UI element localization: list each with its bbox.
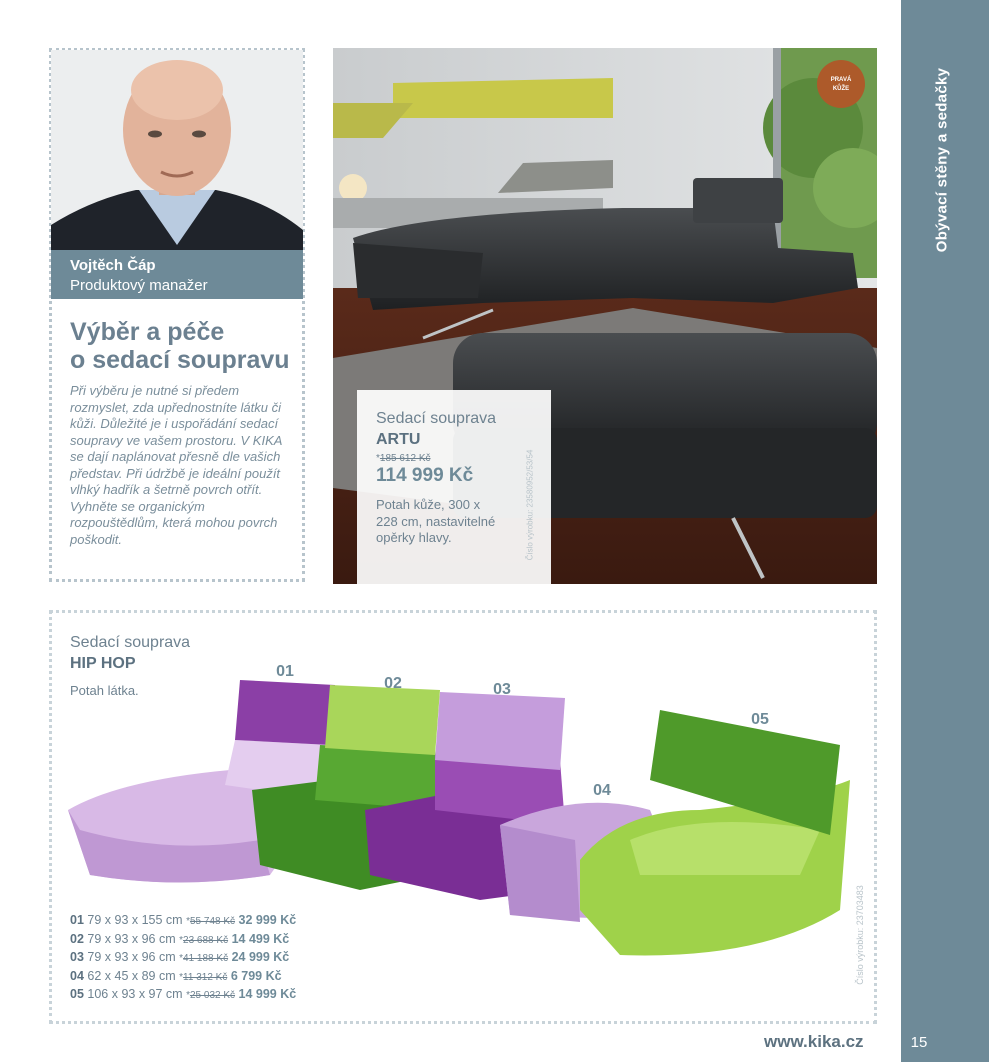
hiphop-name: HIP HOP	[70, 655, 136, 672]
artu-product-code: Číslo výrobku: 23580952/53/54	[525, 449, 535, 561]
tip-title-line-1: Výběr a péče	[70, 318, 225, 346]
page-number: 15	[910, 1034, 928, 1051]
hiphop-label: Sedací souprava	[70, 634, 191, 651]
module-05	[580, 710, 850, 955]
price-row-02: 02 79 x 93 x 96 cm *23 688 Kč 14 499 Kč	[70, 931, 290, 946]
module-label-01: 01	[276, 663, 294, 680]
hiphop-price-list	[70, 912, 296, 1005]
artu-description: Potah kůže, 300 x 228 cm, nastavitelné opěrky hlavy.	[376, 497, 496, 545]
expert-portrait	[51, 50, 303, 250]
artu-old-price: *185 612 Kč	[376, 453, 431, 464]
price-row-04: 04 62 x 45 x 89 cm *11 312 Kč 6 799 Kč	[70, 968, 282, 983]
module-label-02: 02	[384, 675, 402, 692]
expert-role: Produktový manažer	[70, 277, 208, 294]
section-title: Obývací stěny a sedačky	[933, 67, 951, 253]
expert-name: Vojtěch Čáp	[70, 257, 156, 274]
tip-title	[70, 318, 300, 374]
module-label-05: 05	[751, 711, 769, 728]
artu-name: ARTU	[376, 431, 421, 448]
hiphop-product-code: Číslo výrobku: 23703483	[855, 885, 865, 985]
module-label-03: 03	[493, 681, 511, 698]
badge-text-2: KŮŽE	[832, 86, 850, 92]
artu-label: Sedací souprava	[376, 410, 497, 427]
price-row-01: 01 79 x 93 x 155 cm *55 748 Kč 32 999 Kč	[70, 913, 297, 927]
tip-text: Při výběru je nutné si předem rozmyslet, zda upřednostníte látku či kůži. Důležité je i uspořádání sedací soupravy ve vašem prostoru. V KIKA se dají naplánovat přesně dle vašich představ. Při údržbě je ideální použít vlhký hadřík a šetrně povrch otřít. Vyhněte se organickým rozpouštědlům, která mohou povrch poškodit.	[70, 383, 282, 547]
module-label-04: 04	[593, 782, 611, 799]
price-row-03: 03 79 x 93 x 96 cm *41 188 Kč 24 999 Kč	[70, 950, 290, 964]
badge-text-1: PRAVÁ	[830, 77, 852, 83]
website-link[interactable]: www.kika.cz	[764, 1032, 864, 1051]
tip-title-line-2: o sedací soupravu	[70, 346, 290, 374]
artu-price: 114 999 Kč	[376, 465, 474, 486]
price-row-05: 05 106 x 93 x 97 cm *25 032 Kč 14 999 Kč	[70, 987, 297, 1001]
hiphop-description: Potah látka.	[70, 683, 139, 698]
